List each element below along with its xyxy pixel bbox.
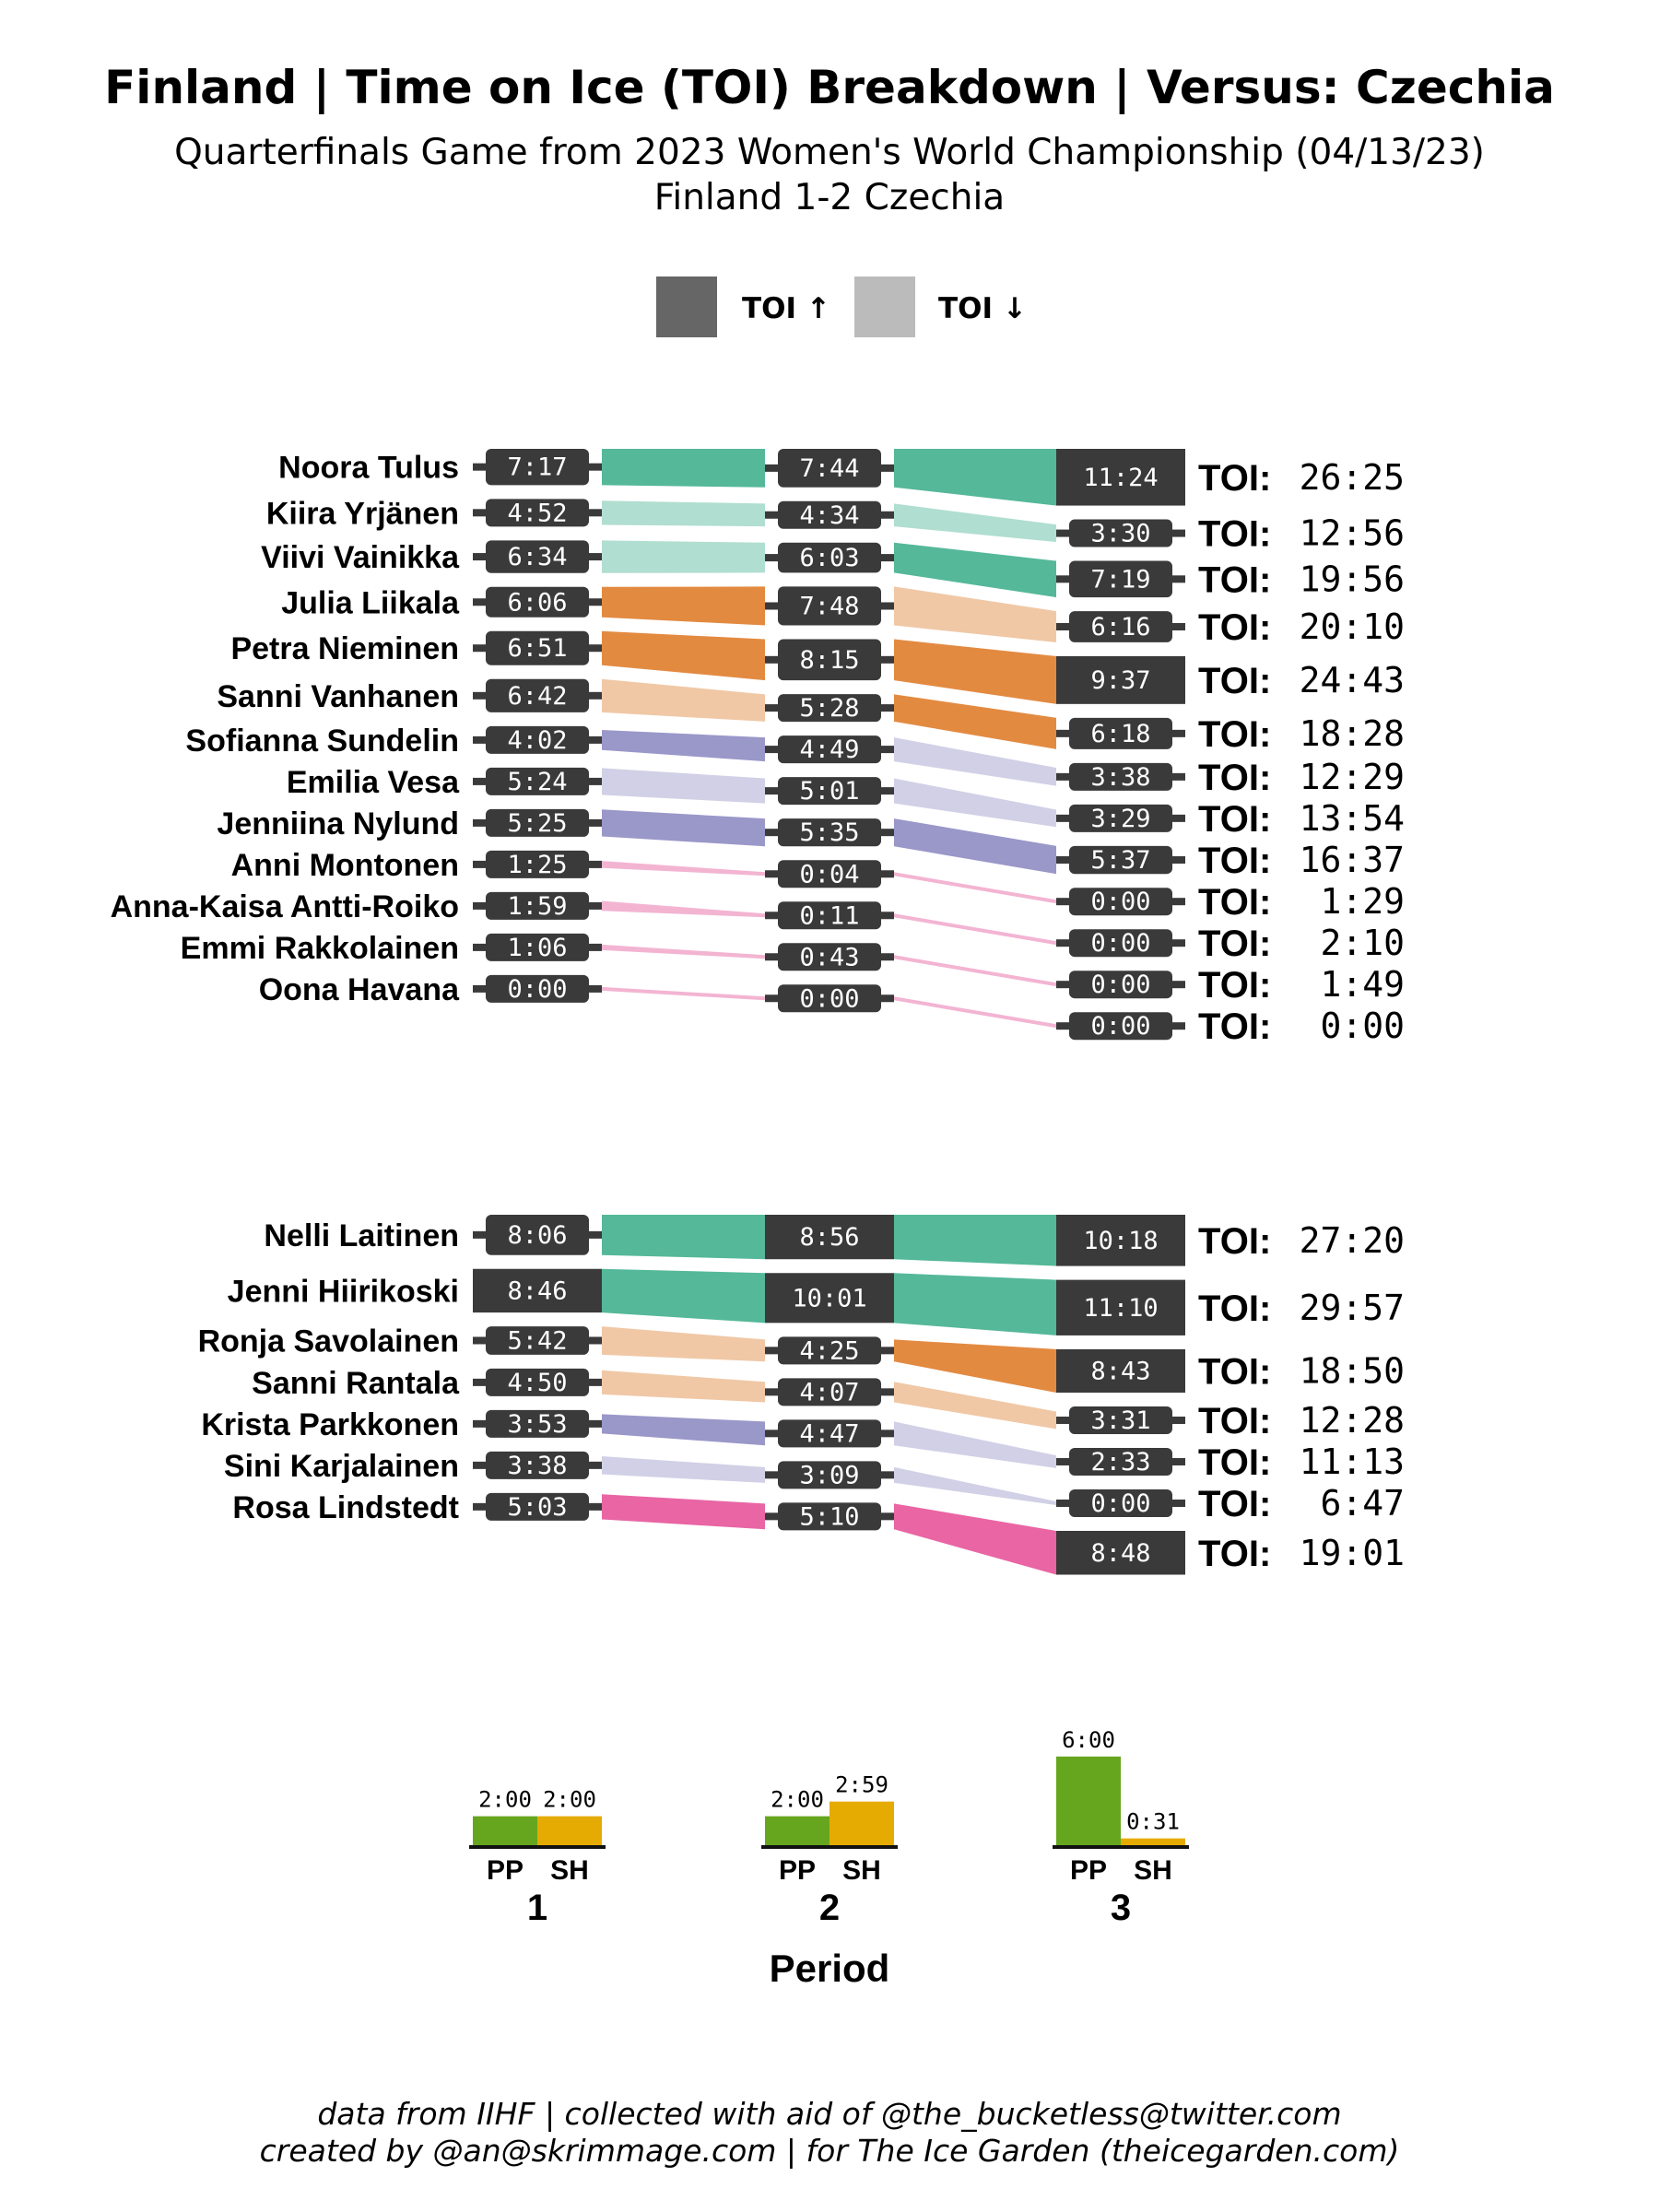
band-emmi-rakkolainen-p2-p3 <box>894 955 1056 986</box>
toi-box-julia-liikala-p1 <box>473 587 602 618</box>
toi-label: TOI: <box>1198 1441 1272 1483</box>
toi-box-rosa-lindstedt-p3 <box>1056 1531 1185 1575</box>
toi-box-sanni-rantala-p1 <box>473 1369 602 1397</box>
toi-total-jenni-hiirikoski: 29:57 <box>1299 1287 1405 1328</box>
toi-value: 6:34 <box>507 543 568 572</box>
band-petra-nieminen-p2-p3 <box>894 640 1056 704</box>
toi-box-sofianna-sundelin-p1 <box>473 726 602 755</box>
chart-score: Finland 1-2 Czechia <box>653 177 1006 218</box>
toi-box-kiira-yrjanen-p3 <box>1056 520 1185 548</box>
toi-value: 7:19 <box>1090 565 1151 594</box>
toi-value: 7:17 <box>507 453 568 482</box>
player-name-sanni-vanhanen: Sanni Vanhanen <box>217 678 459 714</box>
toi-box-krista-parkkonen-p2 <box>765 1419 894 1448</box>
band-sini-karjalainen-p1-p2 <box>602 1456 765 1483</box>
player-name-jenniina-nylund: Jenniina Nylund <box>217 806 459 841</box>
sh-label-p1: SH <box>550 1855 589 1886</box>
toi-box-anna-kaisa-antti-roiko-p3 <box>1056 929 1185 958</box>
pp-label-p2: PP <box>778 1855 817 1886</box>
period-label-1: 1 <box>526 1888 548 1928</box>
toi-value: 9:37 <box>1090 665 1151 695</box>
toi-value: 4:25 <box>799 1336 860 1366</box>
toi-label: TOI: <box>1198 606 1272 648</box>
band-ronja-savolainen-p2-p3 <box>894 1339 1056 1393</box>
period-boxes <box>473 449 1185 1575</box>
band-julia-liikala-p2-p3 <box>894 586 1056 641</box>
toi-label: TOI: <box>1198 924 1272 965</box>
toi-value: 0:00 <box>507 974 568 1004</box>
toi-total-nelli-laitinen: 27:20 <box>1299 1219 1405 1261</box>
toi-total-noora-tulus: 26:25 <box>1299 456 1405 498</box>
pp-value-p1: 2:00 <box>478 1786 532 1813</box>
toi-box-jenniina-nylund-p2 <box>765 818 894 847</box>
toi-box-sini-karjalainen-p1 <box>473 1452 602 1480</box>
toi-value: 3:30 <box>1090 519 1151 548</box>
toi-box-anna-kaisa-antti-roiko-p2 <box>765 901 894 930</box>
toi-total-sini-karjalainen: 6:47 <box>1320 1482 1405 1524</box>
toi-value: 3:29 <box>1090 804 1151 833</box>
legend-label-down: TOI ↓ <box>938 292 1027 325</box>
toi-box-viivi-vainikka-p3 <box>1056 561 1185 598</box>
toi-box-oona-havana-p2 <box>765 984 894 1013</box>
special-teams-period-2 <box>761 1772 898 1886</box>
toi-value: 3:38 <box>1090 762 1151 792</box>
toi-total-ronja-savolainen: 18:50 <box>1299 1350 1405 1392</box>
band-rosa-lindstedt-p1-p2 <box>602 1494 765 1529</box>
toi-value: 3:31 <box>1090 1406 1151 1435</box>
toi-value: 6:18 <box>1090 719 1151 748</box>
band-viivi-vainikka-p2-p3 <box>894 543 1056 597</box>
band-jenniina-nylund-p2-p3 <box>894 818 1056 874</box>
toi-label: TOI: <box>1198 660 1272 701</box>
pp-bar-p3 <box>1056 1757 1121 1846</box>
band-krista-parkkonen-p2-p3 <box>894 1421 1056 1467</box>
toi-box-emilia-vesa-p1 <box>473 768 602 796</box>
toi-value: 8:43 <box>1090 1357 1151 1386</box>
toi-box-noora-tulus-p2 <box>765 449 894 488</box>
toi-box-petra-nieminen-p3 <box>1056 656 1185 704</box>
player-name-viivi-vainikka: Viivi Vainikka <box>261 540 459 576</box>
toi-box-sanni-vanhanen-p3 <box>1056 718 1185 749</box>
toi-value: 4:47 <box>799 1419 860 1449</box>
band-krista-parkkonen-p1-p2 <box>602 1414 765 1445</box>
toi-value: 4:50 <box>507 1368 568 1397</box>
toi-box-rosa-lindstedt-p1 <box>473 1493 602 1522</box>
toi-value: 10:01 <box>792 1284 867 1313</box>
toi-box-noora-tulus-p3 <box>1056 449 1185 506</box>
toi-value: 10:18 <box>1083 1226 1159 1255</box>
toi-value: 11:10 <box>1083 1293 1159 1323</box>
toi-value: 3:09 <box>799 1461 860 1490</box>
pp-label-p3: PP <box>1069 1855 1108 1886</box>
player-name-oona-havana: Oona Havana <box>258 971 459 1007</box>
pp-value-p3: 6:00 <box>1062 1726 1115 1753</box>
player-name-julia-liikala: Julia Liikala <box>281 585 459 621</box>
band-anni-montonen-p2-p3 <box>894 872 1056 903</box>
band-nelli-laitinen-p2-p3 <box>894 1215 1056 1266</box>
pp-label-p1: PP <box>486 1855 524 1886</box>
toi-value: 3:53 <box>507 1409 568 1439</box>
toi-label: TOI: <box>1198 965 1272 1006</box>
toi-box-sini-karjalainen-p2 <box>765 1461 894 1489</box>
toi-value: 4:49 <box>799 735 860 765</box>
band-ronja-savolainen-p1-p2 <box>602 1326 765 1361</box>
player-name-anni-montonen: Anni Montonen <box>230 847 459 883</box>
toi-box-emmi-rakkolainen-p1 <box>473 934 602 962</box>
toi-label: TOI: <box>1198 1288 1272 1329</box>
toi-box-emilia-vesa-p3 <box>1056 805 1185 833</box>
toi-value: 5:03 <box>507 1492 568 1522</box>
band-emilia-vesa-p1-p2 <box>602 768 765 803</box>
legend-label-up: TOI ↑ <box>742 292 830 325</box>
toi-box-viivi-vainikka-p2 <box>765 543 894 573</box>
toi-value: 3:38 <box>507 1451 568 1480</box>
special-teams-period-1 <box>469 1787 606 1886</box>
player-names <box>111 451 461 1525</box>
band-sofianna-sundelin-p1-p2 <box>602 730 765 761</box>
player-name-kiira-yrjanen: Kiira Yrjänen <box>265 496 459 532</box>
toi-box-petra-nieminen-p2 <box>765 640 894 681</box>
toi-box-sanni-vanhanen-p2 <box>765 694 894 723</box>
toi-value: 1:06 <box>507 933 568 962</box>
band-sanni-vanhanen-p1-p2 <box>602 679 765 722</box>
period-label-2: 2 <box>818 1888 841 1928</box>
toi-label: TOI: <box>1198 1400 1272 1441</box>
toi-box-nelli-laitinen-p2 <box>765 1215 894 1259</box>
toi-value: 4:07 <box>799 1378 860 1407</box>
toi-label: TOI: <box>1198 513 1272 555</box>
toi-value: 5:01 <box>799 777 860 806</box>
band-jenniina-nylund-p1-p2 <box>602 809 765 846</box>
toi-total-kiira-yrjanen: 12:56 <box>1299 512 1405 554</box>
toi-label: TOI: <box>1198 757 1272 798</box>
band-noora-tulus-p1-p2 <box>602 449 765 488</box>
toi-total-emmi-rakkolainen: 1:49 <box>1320 964 1405 1006</box>
toi-total-krista-parkkonen: 11:13 <box>1299 1441 1405 1482</box>
chart-subtitle: Quarterfinals Game from 2023 Women's World Championship (04/13/23) <box>174 132 1485 173</box>
toi-box-jenni-hiirikoski-p2 <box>765 1273 894 1323</box>
toi-label: TOI: <box>1198 1220 1272 1262</box>
chart-title: Finland | Time on Ice (TOI) Breakdown | Versus: Czechia <box>104 61 1555 114</box>
band-anni-montonen-p1-p2 <box>602 861 765 876</box>
toi-value: 5:25 <box>507 808 568 838</box>
toi-total-rosa-lindstedt: 19:01 <box>1299 1532 1405 1573</box>
toi-total-sanni-rantala: 12:28 <box>1299 1399 1405 1441</box>
player-name-anna-kaisa-antti-roiko: Anna-Kaisa Antti-Roiko <box>110 888 459 924</box>
band-kiira-yrjanen-p2-p3 <box>894 503 1056 542</box>
band-oona-havana-p1-p2 <box>602 987 765 1000</box>
period-label-3: 3 <box>1110 1888 1132 1928</box>
toi-box-sanni-vanhanen-p1 <box>473 679 602 712</box>
toi-box-emmi-rakkolainen-p3 <box>1056 971 1185 999</box>
toi-value: 0:11 <box>799 901 860 931</box>
toi-total-jenniina-nylund: 16:37 <box>1299 840 1405 881</box>
total-toi-labels <box>1198 457 1405 1574</box>
toi-box-anni-montonen-p2 <box>765 860 894 888</box>
toi-value: 0:00 <box>1090 888 1151 917</box>
toi-box-nelli-laitinen-p3 <box>1056 1215 1185 1266</box>
toi-box-kiira-yrjanen-p2 <box>765 501 894 530</box>
toi-value: 7:44 <box>799 453 860 483</box>
toi-total-viivi-vainikka: 19:56 <box>1299 559 1405 600</box>
band-anna-kaisa-antti-roiko-p1-p2 <box>602 901 765 918</box>
toi-value: 8:06 <box>507 1220 568 1250</box>
toi-value: 5:35 <box>799 818 860 848</box>
player-name-emmi-rakkolainen: Emmi Rakkolainen <box>180 930 459 966</box>
toi-label: TOI: <box>1198 1006 1272 1048</box>
toi-value: 2:33 <box>1090 1447 1151 1477</box>
toi-total-sanni-vanhanen: 18:28 <box>1299 712 1405 754</box>
band-sanni-rantala-p1-p2 <box>602 1371 765 1403</box>
band-viivi-vainikka-p1-p2 <box>602 540 765 572</box>
toi-box-krista-parkkonen-p3 <box>1056 1448 1185 1477</box>
toi-label: TOI: <box>1198 559 1272 601</box>
special-teams-period-3 <box>1053 1727 1189 1886</box>
player-name-noora-tulus: Noora Tulus <box>278 450 459 486</box>
band-anna-kaisa-antti-roiko-p2-p3 <box>894 913 1056 945</box>
x-axis-title: Period <box>769 1947 890 1990</box>
band-julia-liikala-p1-p2 <box>602 586 765 625</box>
toi-label: TOI: <box>1198 1483 1272 1524</box>
toi-value: 1:59 <box>507 891 568 921</box>
band-nelli-laitinen-p1-p2 <box>602 1215 765 1259</box>
toi-value: 5:42 <box>507 1326 568 1356</box>
toi-value: 0:00 <box>1090 1012 1151 1041</box>
sh-value-p2: 2:59 <box>835 1771 888 1798</box>
band-sanni-vanhanen-p2-p3 <box>894 694 1056 749</box>
toi-box-julia-liikala-p2 <box>765 586 894 625</box>
band-oona-havana-p2-p3 <box>894 996 1056 1028</box>
toi-value: 8:15 <box>799 645 860 675</box>
player-name-sofianna-sundelin: Sofianna Sundelin <box>185 723 459 759</box>
toi-label: TOI: <box>1198 713 1272 755</box>
toi-value: 11:24 <box>1083 463 1159 492</box>
pp-value-p2: 2:00 <box>771 1786 824 1813</box>
toi-value: 5:37 <box>1090 846 1151 876</box>
band-jenni-hiirikoski-p1-p2 <box>602 1269 765 1324</box>
toi-value: 5:24 <box>507 767 568 796</box>
player-name-emilia-vesa: Emilia Vesa <box>286 764 459 800</box>
band-kiira-yrjanen-p1-p2 <box>602 500 765 526</box>
band-petra-nieminen-p1-p2 <box>602 631 765 680</box>
toi-total-emilia-vesa: 13:54 <box>1299 797 1405 839</box>
sh-bar-p3 <box>1121 1839 1185 1846</box>
toi-box-jenniina-nylund-p1 <box>473 809 602 838</box>
toi-total-anni-montonen: 1:29 <box>1320 881 1405 923</box>
toi-label: TOI: <box>1198 1533 1272 1574</box>
band-sini-karjalainen-p2-p3 <box>894 1467 1056 1505</box>
legend <box>656 276 1027 337</box>
sh-value-p3: 0:31 <box>1126 1808 1180 1835</box>
toi-box-ronja-savolainen-p1 <box>473 1326 602 1355</box>
toi-box-sofianna-sundelin-p2 <box>765 735 894 764</box>
toi-value: 0:00 <box>1090 1488 1151 1518</box>
sh-label-p2: SH <box>842 1855 881 1886</box>
toi-box-sanni-rantala-p3 <box>1056 1406 1185 1435</box>
band-rosa-lindstedt-p2-p3 <box>894 1503 1056 1574</box>
toi-box-ronja-savolainen-p3 <box>1056 1349 1185 1393</box>
pp-bar-p2 <box>765 1817 830 1846</box>
pp-bar-p1 <box>473 1817 537 1846</box>
toi-total-oona-havana: 0:00 <box>1320 1006 1405 1047</box>
toi-value: 0:00 <box>799 984 860 1014</box>
toi-value: 6:42 <box>507 681 568 711</box>
toi-box-viivi-vainikka-p1 <box>473 540 602 572</box>
toi-box-sofianna-sundelin-p3 <box>1056 763 1185 792</box>
toi-box-jenniina-nylund-p3 <box>1056 846 1185 875</box>
toi-value: 0:04 <box>799 860 860 889</box>
player-name-jenni-hiirikoski: Jenni Hiirikoski <box>227 1274 459 1310</box>
band-emilia-vesa-p2-p3 <box>894 779 1056 828</box>
toi-box-noora-tulus-p1 <box>473 449 602 485</box>
sh-value-p1: 2:00 <box>543 1786 596 1813</box>
band-jenni-hiirikoski-p2-p3 <box>894 1273 1056 1335</box>
toi-box-ronja-savolainen-p2 <box>765 1336 894 1365</box>
band-emmi-rakkolainen-p1-p2 <box>602 945 765 959</box>
toi-box-nelli-laitinen-p1 <box>473 1215 602 1255</box>
band-noora-tulus-p2-p3 <box>894 449 1056 506</box>
toi-value: 6:06 <box>507 588 568 618</box>
toi-value: 0:43 <box>799 943 860 972</box>
legend-swatch-down <box>854 276 915 337</box>
toi-total-anna-kaisa-antti-roiko: 2:10 <box>1320 923 1405 964</box>
toi-box-jenni-hiirikoski-p3 <box>1056 1280 1185 1335</box>
toi-total-sofianna-sundelin: 12:29 <box>1299 756 1405 797</box>
legend-swatch-up <box>656 276 717 337</box>
toi-box-oona-havana-p3 <box>1056 1012 1185 1041</box>
toi-value: 6:03 <box>799 544 860 573</box>
player-name-petra-nieminen: Petra Nieminen <box>230 631 459 667</box>
toi-value: 6:16 <box>1090 612 1151 641</box>
toi-box-sanni-rantala-p2 <box>765 1378 894 1406</box>
toi-label: TOI: <box>1198 457 1272 499</box>
toi-value: 4:34 <box>799 500 860 530</box>
toi-box-anni-montonen-p3 <box>1056 888 1185 916</box>
player-name-sini-karjalainen: Sini Karjalainen <box>223 1448 459 1484</box>
player-name-ronja-savolainen: Ronja Savolainen <box>197 1324 459 1359</box>
footer-credit: created by @an@skrimmage.com | for The Ice Garden (theicegarden.com) <box>259 2133 1400 2169</box>
toi-box-petra-nieminen-p1 <box>473 631 602 665</box>
toi-box-jenni-hiirikoski-p1 <box>473 1269 602 1312</box>
sh-bar-p2 <box>830 1802 894 1846</box>
toi-box-krista-parkkonen-p1 <box>473 1410 602 1439</box>
toi-box-emmi-rakkolainen-p2 <box>765 943 894 971</box>
sh-bar-p1 <box>537 1817 602 1846</box>
toi-box-kiira-yrjanen-p1 <box>473 499 602 527</box>
player-name-rosa-lindstedt: Rosa Lindstedt <box>232 1489 459 1525</box>
toi-value: 5:10 <box>799 1502 860 1532</box>
toi-value: 4:52 <box>507 499 568 528</box>
toi-label: TOI: <box>1198 1351 1272 1393</box>
toi-total-petra-nieminen: 24:43 <box>1299 659 1405 700</box>
toi-box-anni-montonen-p1 <box>473 851 602 879</box>
toi-value: 6:51 <box>507 634 568 664</box>
toi-box-emilia-vesa-p2 <box>765 777 894 806</box>
toi-value: 8:56 <box>799 1223 860 1253</box>
toi-label: TOI: <box>1198 882 1272 924</box>
special-teams-bars <box>469 1727 1189 1886</box>
toi-value: 5:28 <box>799 694 860 724</box>
toi-value: 0:00 <box>1090 929 1151 959</box>
footer-source: data from IIHF | collected with aid of @the_bucketless@twitter.com <box>317 2096 1342 2132</box>
toi-value: 8:48 <box>1090 1538 1151 1568</box>
toi-total-julia-liikala: 20:10 <box>1299 606 1405 647</box>
toi-value: 7:48 <box>799 592 860 621</box>
sh-label-p3: SH <box>1134 1855 1172 1886</box>
toi-box-julia-liikala-p3 <box>1056 611 1185 642</box>
toi-label: TOI: <box>1198 798 1272 840</box>
player-name-nelli-laitinen: Nelli Laitinen <box>264 1218 459 1253</box>
player-name-krista-parkkonen: Krista Parkkonen <box>201 1406 459 1442</box>
player-name-sanni-rantala: Sanni Rantala <box>252 1365 459 1401</box>
toi-value: 0:00 <box>1090 971 1151 1000</box>
toi-value: 1:25 <box>507 850 568 879</box>
toi-box-sini-karjalainen-p3 <box>1056 1489 1185 1518</box>
toi-label: TOI: <box>1198 841 1272 882</box>
toi-box-oona-havana-p1 <box>473 975 602 1004</box>
band-sanni-rantala-p2-p3 <box>894 1382 1056 1429</box>
toi-box-anna-kaisa-antti-roiko-p1 <box>473 892 602 921</box>
toi-box-rosa-lindstedt-p2 <box>765 1502 894 1531</box>
toi-value: 4:02 <box>507 725 568 755</box>
toi-value: 8:46 <box>507 1277 568 1306</box>
